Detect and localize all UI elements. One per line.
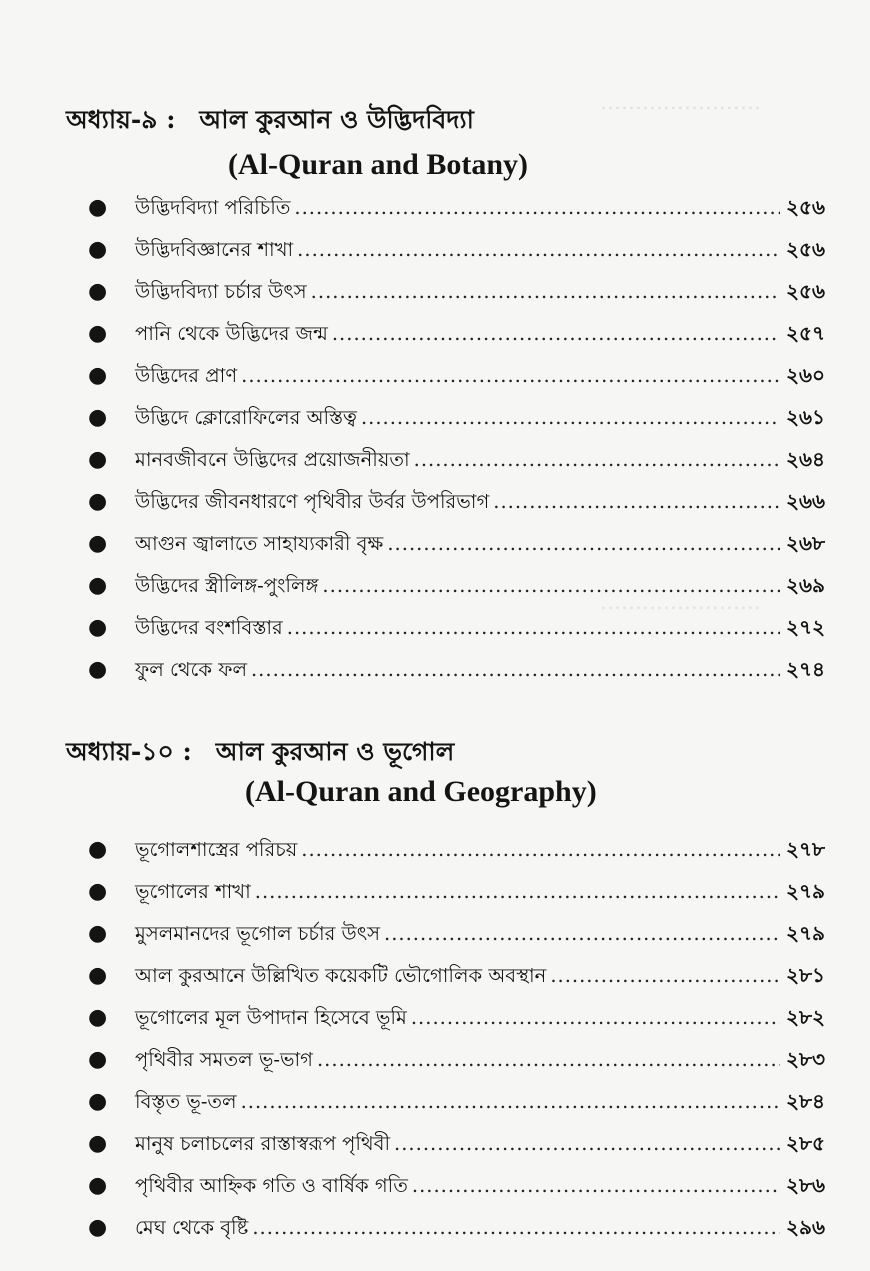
toc-entry xyxy=(88,354,848,396)
toc-entry-page: ২৬৬ xyxy=(786,489,826,513)
bullet-icon: ● xyxy=(88,195,108,220)
dot-leader xyxy=(384,913,780,955)
bullet-icon: ● xyxy=(88,237,108,262)
dot-leader xyxy=(311,271,780,313)
toc-entry-title: পানি থেকে উদ্ভিদের জন্ম xyxy=(135,322,328,345)
toc-entry-page: ২৬৮ xyxy=(786,531,825,555)
chapter-9-title: আল কুরআন ও উদ্ভিদবিদ্যা xyxy=(199,105,474,134)
toc-entry xyxy=(88,270,848,312)
toc-entry xyxy=(88,1080,848,1122)
toc-entry-page: ২৮৬ xyxy=(786,1173,825,1197)
toc-entry-title: উদ্ভিদবিদ্যা পরিচিতি xyxy=(135,196,291,219)
toc-entry xyxy=(88,438,848,480)
bullet-icon: ● xyxy=(88,363,108,388)
toc-entry xyxy=(88,312,848,354)
bullet-icon: ● xyxy=(88,1215,108,1240)
bullet-icon: ● xyxy=(88,1131,108,1156)
toc-entry-title: পৃথিবীর আহ্নিক গতি ও বার্ষিক গতি xyxy=(135,1174,408,1197)
toc-entry-page: ২৫৬ xyxy=(786,279,825,303)
toc-entry-page: ২৯৬ xyxy=(786,1215,825,1239)
dot-leader xyxy=(550,955,780,997)
toc-entry xyxy=(88,1122,848,1164)
toc-entry xyxy=(88,1164,848,1206)
toc-entry xyxy=(88,564,848,606)
chapter-9-toc xyxy=(88,186,848,690)
toc-entry-page: ২৭২ xyxy=(786,615,826,639)
toc-entry xyxy=(88,186,848,228)
bullet-icon: ● xyxy=(88,1089,108,1114)
toc-entry xyxy=(88,396,848,438)
dot-leader xyxy=(412,1165,780,1207)
chapter-10-label: অধ্যায়-১০ : xyxy=(66,737,192,766)
dot-leader xyxy=(251,649,780,691)
dot-leader xyxy=(322,565,780,607)
dot-leader xyxy=(301,829,780,871)
toc-entry-page: ২৬০ xyxy=(786,363,826,387)
dot-leader xyxy=(241,355,780,397)
toc-entry-page: ২৭৮ xyxy=(786,837,825,861)
dot-leader xyxy=(255,871,780,913)
bullet-icon: ● xyxy=(88,879,108,904)
toc-entry-page: ২৫৬ xyxy=(786,195,825,219)
toc-entry-title: উদ্ভিদের প্রাণ xyxy=(135,364,238,387)
bullet-icon: ● xyxy=(88,531,108,556)
toc-entry-title: উদ্ভিদের বংশবিস্তার xyxy=(135,616,283,639)
toc-entry xyxy=(88,606,848,648)
bullet-icon: ● xyxy=(88,837,108,862)
bullet-icon: ● xyxy=(88,657,108,682)
chapter-10-toc xyxy=(88,828,848,1248)
dot-leader xyxy=(317,1039,780,1081)
toc-entry-title: উদ্ভিদবিজ্ঞানের শাখা xyxy=(135,238,294,261)
toc-entry-title: বিস্তৃত ভূ-তল xyxy=(135,1090,237,1113)
bullet-icon: ● xyxy=(88,615,108,640)
toc-entry-title: ভূগোলশাস্ত্রের পরিচয় xyxy=(135,838,298,861)
toc-entry xyxy=(88,648,848,690)
toc-entry xyxy=(88,228,848,270)
chapter-9-label: অধ্যায়-৯ : xyxy=(66,105,176,134)
show-through: ....................... xyxy=(600,590,761,615)
toc-entry-page: ২৭৯ xyxy=(786,879,825,903)
dot-leader xyxy=(361,397,780,439)
toc-entry-title: উদ্ভিদের স্ত্রীলিঙ্গ-পুংলিঙ্গ xyxy=(135,574,319,597)
toc-entry xyxy=(88,1038,848,1080)
dot-leader xyxy=(394,1123,780,1165)
toc-entry xyxy=(88,1206,848,1248)
bullet-icon: ● xyxy=(88,279,108,304)
bullet-icon: ● xyxy=(88,405,108,430)
toc-entry-title: আগুন জ্বালাতে সাহায্যকারী বৃক্ষ xyxy=(135,532,384,555)
toc-entry-title: মুসলমানদের ভূগোল চর্চার উৎস xyxy=(135,922,381,945)
bullet-icon: ● xyxy=(88,1173,108,1198)
toc-entry-title: উদ্ভিদবিদ্যা চর্চার উৎস xyxy=(135,280,307,303)
toc-entry xyxy=(88,870,848,912)
toc-entry xyxy=(88,828,848,870)
toc-entry-page: ২৭৪ xyxy=(786,657,825,681)
toc-entry-title: মানুষ চলাচলের রাস্তাস্বরূপ পৃথিবী xyxy=(135,1132,391,1155)
bullet-icon: ● xyxy=(88,489,108,514)
toc-entry-page: ২৮১ xyxy=(786,963,825,987)
bullet-icon: ● xyxy=(88,1005,108,1030)
chapter-10-heading xyxy=(66,732,826,775)
dot-leader xyxy=(493,481,780,523)
toc-entry-title: পৃথিবীর সমতল ভূ-ভাগ xyxy=(135,1048,313,1071)
toc-entry-title: মানবজীবনে উদ্ভিদের প্রয়োজনীয়তা xyxy=(135,448,410,471)
toc-entry xyxy=(88,954,848,996)
toc-entry-page: ২৮৩ xyxy=(786,1047,825,1071)
toc-entry-page: ২৮৪ xyxy=(786,1089,825,1113)
toc-entry xyxy=(88,522,848,564)
dot-leader xyxy=(414,439,780,481)
dot-leader xyxy=(287,607,780,649)
toc-entry-page: ২৫৭ xyxy=(786,321,825,345)
dot-leader xyxy=(241,1081,780,1123)
toc-entry-page: ২৮৫ xyxy=(786,1131,825,1155)
dot-leader xyxy=(411,997,780,1039)
bullet-icon: ● xyxy=(88,573,108,598)
dot-leader xyxy=(332,313,780,355)
bullet-icon: ● xyxy=(88,963,108,988)
chapter-9-heading xyxy=(66,100,826,143)
toc-entry-page: ২৬৯ xyxy=(786,573,825,597)
toc-entry-title: উদ্ভিদের জীবনধারণে পৃথিবীর উর্বর উপরিভাগ xyxy=(135,490,490,513)
toc-entry xyxy=(88,912,848,954)
toc-entry-title: মেঘ থেকে বৃষ্টি xyxy=(135,1216,249,1239)
toc-entry xyxy=(88,480,848,522)
bullet-icon: ● xyxy=(88,321,108,346)
dot-leader xyxy=(387,523,780,565)
dot-leader xyxy=(297,229,780,271)
dot-leader xyxy=(252,1207,780,1249)
toc-entry-page: ২৬১ xyxy=(786,405,825,429)
show-through: ....................... xyxy=(600,90,761,115)
bullet-icon: ● xyxy=(88,1047,108,1072)
chapter-9-title-en: (Al-Quran and Botany) xyxy=(228,148,529,181)
dot-leader xyxy=(294,187,780,229)
toc-entry-title: আল কুরআনে উল্লিখিত কয়েকটি ভৌগোলিক অবস্থান xyxy=(135,964,547,987)
toc-entry-page: ২৬৪ xyxy=(786,447,825,471)
toc-entry xyxy=(88,996,848,1038)
bullet-icon: ● xyxy=(88,921,108,946)
toc-entry-title: ভূগোলের মূল উপাদান হিসেবে ভূমি xyxy=(135,1006,407,1029)
chapter-10-title: আল কুরআন ও ভূগোল xyxy=(215,737,455,766)
toc-entry-page: ২৫৬ xyxy=(786,237,825,261)
toc-entry-title: ফুল থেকে ফল xyxy=(135,658,247,681)
toc-entry-page: ২৭৯ xyxy=(786,921,825,945)
toc-entry-title: উদ্ভিদে ক্লোরোফিলের অস্তিত্ব xyxy=(135,406,357,429)
chapter-10-title-en: (Al-Quran and Geography) xyxy=(245,775,597,808)
toc-entry-title: ভূগোলের শাখা xyxy=(135,880,251,903)
bullet-icon: ● xyxy=(88,447,108,472)
toc-entry-page: ২৮২ xyxy=(786,1005,825,1029)
